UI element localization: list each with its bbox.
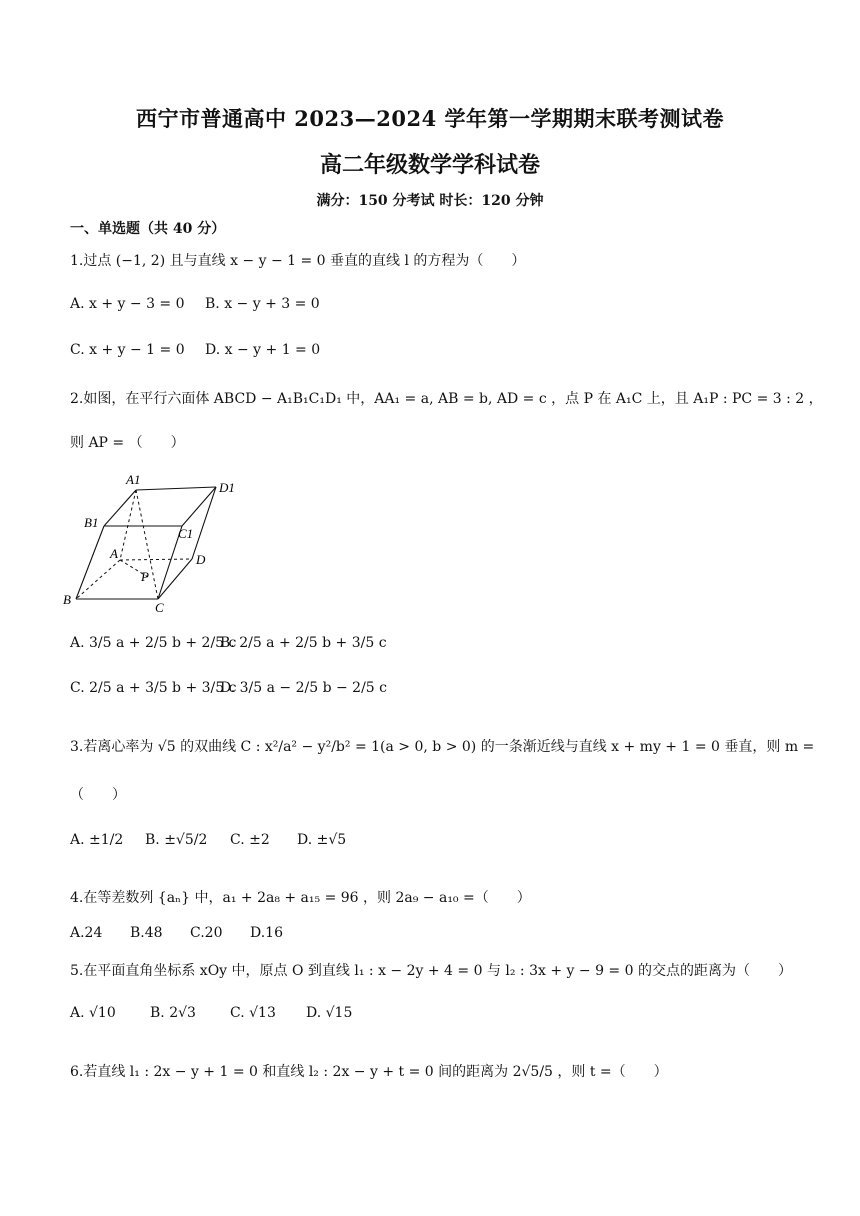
parallelepiped-figure bbox=[60, 468, 250, 618]
question-6-text: 6.若直线 l₁ : 2x − y + 1 = 0 和直线 l₂ : 2x − y + t = 0 间的距离为 2√5/5 ，则 t =（ ） bbox=[70, 1064, 668, 1080]
question-3-text-line1: 3.若离心率为 √5 的双曲线 C : x²/a² − y²/b² = 1(a > 0, b > 0) 的一条渐近线与直线 x + my + 1 = 0 垂直，则 m = bbox=[70, 739, 815, 755]
question-1-option-d: D. x − y + 1 = 0 bbox=[205, 342, 321, 358]
question-2-text-line1: 2.如图，在平行六面体 ABCD − A₁B₁C₁D₁ 中，AA₁ = a, AB = b, AD = c ，点 P 在 A₁C 上，且 A₁P : PC = 3 : 2 ， bbox=[70, 391, 823, 407]
question-4-option-a: A.24 bbox=[70, 925, 103, 941]
question-4-option-c: C.20 bbox=[190, 925, 223, 941]
label-b1: B1 bbox=[84, 515, 99, 530]
exam-subtitle: 高二年级数学学科试卷 bbox=[319, 152, 540, 178]
question-4-option-d: D.16 bbox=[250, 925, 283, 941]
label-d: D bbox=[196, 552, 206, 567]
exam-meta: 满分：150 分考试 时长：120 分钟 bbox=[316, 193, 544, 209]
question-2-text-line2: 则 AP = （ ） bbox=[70, 435, 185, 451]
question-1-text: 1.过点 (−1, 2) 且与直线 x − y − 1 = 0 垂直的直线 l 的方程为（ ） bbox=[70, 253, 526, 269]
label-c1: C1 bbox=[178, 526, 194, 541]
label-c: C bbox=[155, 600, 164, 615]
question-5-option-b: B. 2√3 bbox=[150, 1005, 196, 1021]
question-2-option-d: D. 3/5 a − 2/5 b − 2/5 c bbox=[220, 680, 387, 696]
question-4-option-b: B.48 bbox=[130, 925, 163, 941]
label-p: P bbox=[141, 569, 149, 584]
label-a: A bbox=[110, 546, 118, 561]
question-2-option-b: B. 2/5 a + 2/5 b + 3/5 c bbox=[220, 635, 387, 651]
question-5-option-a: A. √10 bbox=[70, 1005, 116, 1021]
question-1-option-c: C. x + y − 1 = 0 bbox=[70, 342, 185, 358]
question-2-option-a: A. 3/5 a + 2/5 b + 2/5 c bbox=[70, 635, 237, 651]
question-4-text: 4.在等差数列 {aₙ} 中，a₁ + 2a₈ + a₁₅ = 96 ，则 2a₉ − a₁₀ =（ ） bbox=[70, 890, 531, 906]
question-3-option-b: B. ±√5/2 bbox=[145, 832, 208, 848]
label-d1: D1 bbox=[219, 480, 235, 495]
label-b: B bbox=[63, 592, 71, 607]
question-3-option-a: A. ±1/2 bbox=[70, 832, 124, 848]
exam-title: 西宁市普通高中 2023—2024 学年第一学期期末联考测试卷 bbox=[135, 106, 724, 131]
section-title: 一、单选题（共 40 分） bbox=[70, 221, 226, 237]
question-2-option-c: C. 2/5 a + 3/5 b + 3/5 c bbox=[70, 680, 237, 696]
question-3-option-c: C. ±2 bbox=[230, 832, 270, 848]
question-3-option-d: D. ±√5 bbox=[297, 832, 347, 848]
label-a1: A1 bbox=[126, 472, 141, 487]
question-5-option-c: C. √13 bbox=[230, 1005, 276, 1021]
question-5-option-d: D. √15 bbox=[306, 1005, 353, 1021]
question-1-option-a: A. x + y − 3 = 0 bbox=[70, 296, 185, 312]
question-5-text: 5.在平面直角坐标系 xOy 中，原点 O 到直线 l₁ : x − 2y + 4 = 0 与 l₂ : 3x + y − 9 = 0 的交点的距离为（ ） bbox=[70, 963, 792, 979]
question-1-option-b: B. x − y + 3 = 0 bbox=[205, 296, 320, 312]
question-3-text-line2: （ ） bbox=[70, 787, 126, 803]
